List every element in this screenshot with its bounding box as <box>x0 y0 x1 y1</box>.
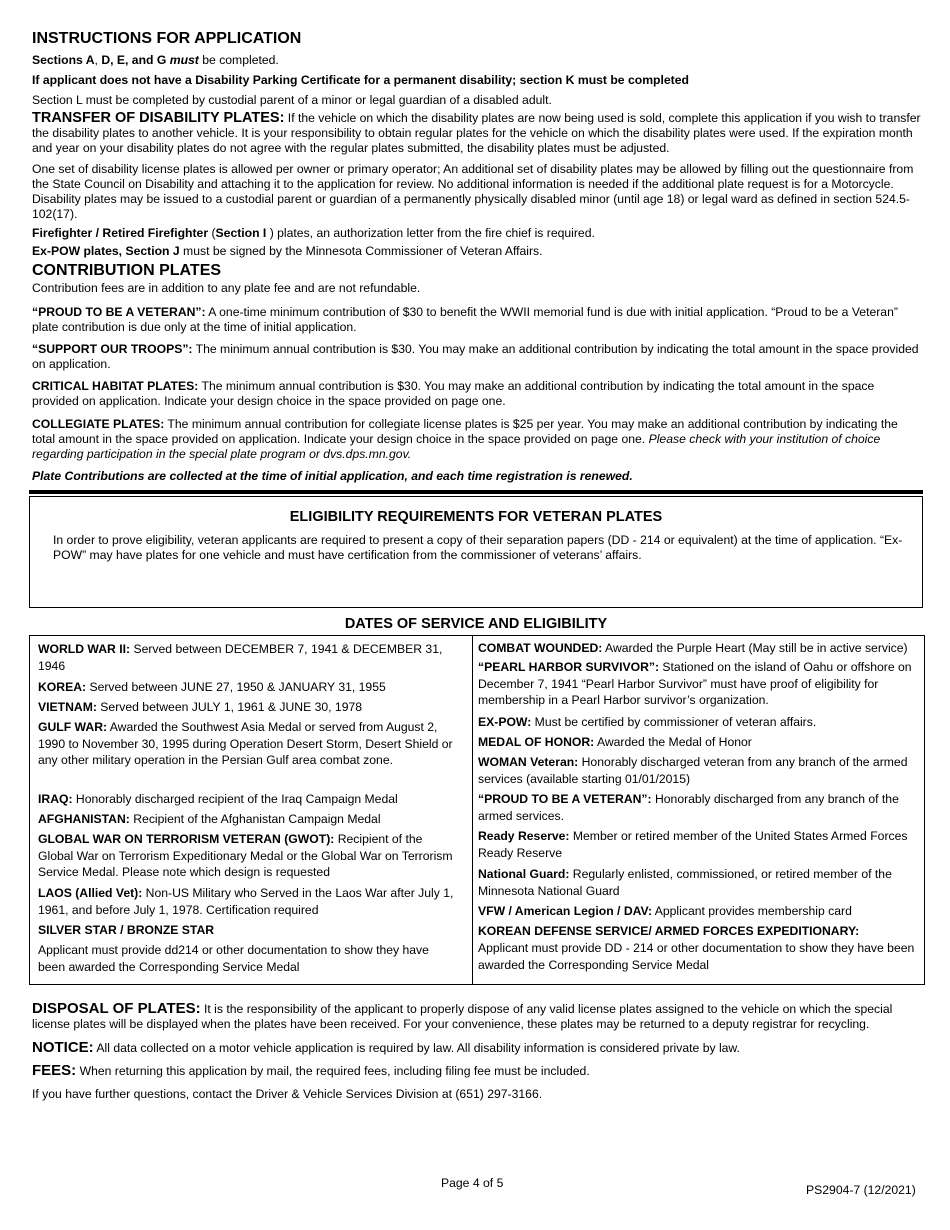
right-item-vfw: VFW / American Legion / DAV: Applicant provides membership card <box>478 904 852 918</box>
disposal-paragraph: DISPOSAL OF PLATES: It is the responsibility of the applicant to properly dispose of any valid license plates assigned to the vehicle on which the special license plates will be displayed when the plates have been received. For your convenience, these plates may be returned to a deputy registrar for recycling. <box>32 1000 893 1031</box>
left-item-world-war-ii: WORLD WAR II: Served between DECEMBER 7, 1941 & DECEMBER 31, 1946 <box>38 642 443 673</box>
left-item-afghanistan: AFGHANISTAN: Recipient of the Afghanistan Campaign Medal <box>38 812 381 826</box>
right-item-combat-wounded: COMBAT WOUNDED: Awarded the Purple Heart (May still be in active service) <box>478 641 908 655</box>
right-item-proud-veteran: “PROUD TO BE A VETERAN”: Honorably discharged from any branch of the armed services. <box>478 792 899 823</box>
questions-note: If you have further questions, contact the Driver & Vehicle Services Division at (651) 297-3166. <box>32 1087 543 1101</box>
left-item-vietnam: VIETNAM: Served between JULY 1, 1961 & JUNE 30, 1978 <box>38 700 363 714</box>
right-item-documentation: Applicant must provide DD - 214 or other documentation to show they have been awarded the Corresponding Service Medal <box>478 941 915 972</box>
firefighter-note: Firefighter / Retired Firefighter (Section I ) plates, an authorization letter from the fire chief is required. <box>32 226 595 240</box>
section-l-note: Section L must be completed by custodial parent of a minor or legal guardian of a disabled adult. <box>32 93 552 107</box>
right-item-national-guard: National Guard: Regularly enlisted, commissioned, or retired member of the Minnesota National Guard <box>478 867 892 898</box>
dates-title: DATES OF SERVICE AND ELIGIBILITY <box>344 616 608 632</box>
support-troops-contribution: “SUPPORT OUR TROOPS”: The minimum annual contribution is $30. You may make an additional contribution by indicating the total amount in the space provided on application. <box>32 342 919 371</box>
transfer-paragraph: TRANSFER OF DISABILITY PLATES: If the vehicle on which the disability plates are now being used is sold, complete this application if you wish to transfer the disability plates to another vehicle. It is your responsibility to obtain regular plates for the vehicle on which the disability plates were used. If the expiration month and year on your disability plates do not agree with the regular plates submitted, the disability plates must be adjusted. <box>32 110 921 155</box>
sections-required: Sections A, D, E, and G must be completed. <box>32 53 279 67</box>
left-item-documentation: Applicant must provide dd214 or other documentation to show they have been awarded the Corresponding Service Medal <box>38 943 429 974</box>
proud-veteran-contribution: “PROUD TO BE A VETERAN”: A one-time minimum contribution of $30 to benefit the WWII memorial fund is due with initial application. “Proud to be a Veteran” plate contribution is due only at the time of initial application. <box>32 305 898 334</box>
notice-paragraph: NOTICE: All data collected on a motor vehicle application is required by law. All disability information is considered private by law. <box>32 1039 740 1056</box>
page-number: Page 4 of 5 <box>441 1176 504 1190</box>
contribution-title: CONTRIBUTION PLATES <box>32 262 222 279</box>
left-item-iraq: IRAQ: Honorably discharged recipient of the Iraq Campaign Medal <box>38 792 398 806</box>
left-item-korea: KOREA: Served between JUNE 27, 1950 & JANUARY 31, 1955 <box>38 680 386 694</box>
fees-paragraph: FEES: When returning this application by mail, the required fees, including filing fee must be included. <box>32 1062 590 1079</box>
right-item-pearl-harbor: “PEARL HARBOR SURVIVOR”: Stationed on the island of Oahu or offshore on December 7, 1941 “Pearl Harbor Survivor” must have proof of eligibility for membership in a Pearl Harbor survivor’s organization. <box>478 660 912 707</box>
form-id: PS2904-7 (12/2021) <box>806 1183 916 1197</box>
eligibility-title: ELIGIBILITY REQUIREMENTS FOR VETERAN PLATES <box>289 509 663 525</box>
right-item-woman-veteran: WOMAN Veteran: Honorably discharged veteran from any branch of the armed services (available starting 01/01/2015) <box>478 755 908 786</box>
right-item-ready-reserve: Ready Reserve: Member or retired member of the United States Armed Forces Ready Reserve <box>478 829 908 860</box>
collegiate-contribution: COLLEGIATE PLATES: The minimum annual contribution for collegiate license plates is $25 per year. You may make an additional contribution by indicating the total amount in the space provided on application. Indicate your design choice in the space provided on page one. Please check with your institution of choice regarding participation in the special plate program or dvs.dps.mn.gov. <box>32 417 898 461</box>
dates-column-divider <box>472 635 473 985</box>
left-item-gwot: GLOBAL WAR ON TERRORISM VETERAN (GWOT): Recipient of the Global War on Terrorism Expeditionary Medal or the Global War on Terrorism Service Medal. Please note which design is requested <box>38 832 453 879</box>
contribution-intro: Contribution fees are in addition to any plate fee and are not refundable. <box>32 281 421 295</box>
left-item-gulf-war: GULF WAR: Awarded the Southwest Asia Medal or served from August 2, 1990 to November 30, 1995 during Operation Desert Storm, Desert Shield or any other military operation in the Persian Gulf area combat zone. <box>38 720 453 767</box>
instructions-title: INSTRUCTIONS FOR APPLICATION <box>32 30 302 47</box>
ex-pow-note: Ex-POW plates, Section J must be signed by the Minnesota Commissioner of Veteran Affairs. <box>32 244 543 258</box>
right-item-medal-of-honor: MEDAL OF HONOR: Awarded the Medal of Honor <box>478 735 752 749</box>
right-item-ex-pow: EX-POW: Must be certified by commissioner of veteran affairs. <box>478 715 817 729</box>
left-item-silver-bronze-star: SILVER STAR / BRONZE STAR <box>38 923 215 937</box>
contributions-collected-note: Plate Contributions are collected at the time of initial application, and each time registration is renewed. <box>32 469 633 483</box>
one-set-paragraph: One set of disability license plates is allowed per owner or primary operator; An additional set of disability plates may be allowed by filling out the questionnaire from the State Council on Disability and attaching it to the application for review. No additional information is needed if the additional plate request is for a Motorcycle. Disability plates may be issued to a custodial parent or guardian of a permanently physically disabled minor (until age 18) or legal ward as defined in section 524.5-102(17). <box>32 162 914 221</box>
section-k-note: If applicant does not have a Disability Parking Certificate for a permanent disability; section K must be completed <box>32 73 689 87</box>
left-item-laos: LAOS (Allied Vet): Non-US Military who Served in the Laos War after July 1, 1961, and before July 1, 1978. Certification required <box>38 886 454 917</box>
section-divider <box>29 490 923 494</box>
critical-habitat-contribution: CRITICAL HABITAT PLATES: The minimum annual contribution is $30. You may make an additional contribution by indicating the total amount in the space provided on application. Indicate your design choice in the space provided on page one. <box>32 379 875 408</box>
eligibility-text: In order to prove eligibility, veteran applicants are required to present a copy of their separation papers (DD - 214 or equivalent) at the time of application. “Ex-POW” may have plates for one vehicle and must have certification from the commissioner of veterans’ affairs. <box>53 533 903 562</box>
right-item-korean-defense: KOREAN DEFENSE SERVICE/ ARMED FORCES EXPEDITIONARY: <box>478 924 860 938</box>
